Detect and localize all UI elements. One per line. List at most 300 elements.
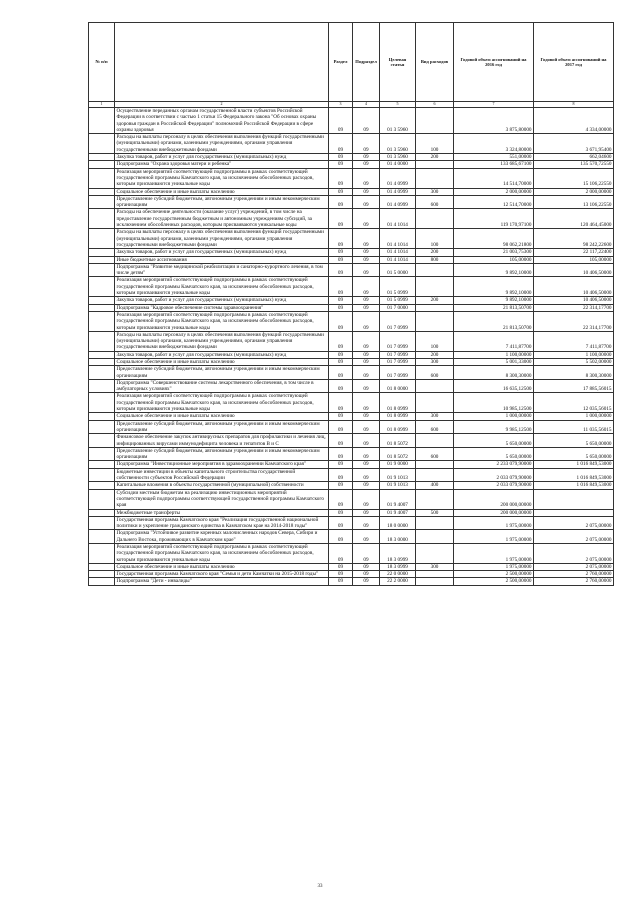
table-row [89, 420, 614, 434]
cell-target: 01 8 0999 [380, 420, 416, 434]
cell-exptype [416, 209, 454, 229]
cell-num [89, 578, 115, 585]
cell-exptype: 800 [416, 256, 454, 263]
cell-2017: 12 035,56015 [534, 393, 614, 413]
cell-num [89, 209, 115, 229]
cell-section: 09 [329, 256, 353, 263]
col-number: 6 [416, 102, 454, 108]
cell-target: 01 4 0999 [380, 195, 416, 209]
cell-2017: 11 035,56015 [534, 420, 614, 434]
table-row [89, 277, 614, 297]
cell-target: 18 3 0000 [380, 530, 416, 544]
cell-exptype: 600 [416, 366, 454, 380]
cell-target: 01 7 0999 [380, 331, 416, 351]
cell-subsection: 09 [353, 277, 380, 297]
cell-name: Реализация мероприятий соответствующей подпрограммы в рамках соответствующей государственной программы Камчатского края, за исключением обособленных расходов, которым присваиваются уникальные коды [115, 544, 329, 564]
cell-target: 01 3 5960 [380, 108, 416, 134]
cell-target: 22 2 0000 [380, 578, 416, 585]
cell-num [89, 468, 115, 482]
table-row [89, 229, 614, 249]
cell-name: Расходы на выплаты персоналу в целях обеспечения выполнения функций государственными (муниципальными) органами, казенными учреждениями, органами управления государственными внебюджетными фондами [115, 331, 329, 351]
cell-2017: 135 570,72550 [534, 161, 614, 168]
cell-exptype [416, 571, 454, 578]
cell-num [89, 420, 115, 434]
cell-section: 09 [329, 358, 353, 365]
cell-subsection: 09 [353, 108, 380, 134]
cell-section: 09 [329, 544, 353, 564]
cell-exptype: 200 [416, 297, 454, 304]
cell-2017: 22 314,17700 [534, 311, 614, 331]
cell-2017: 98 242,22600 [534, 229, 614, 249]
cell-section: 09 [329, 168, 353, 188]
header-2016: Годовой объем ассигнований на 2016 год [454, 23, 534, 102]
cell-subsection: 09 [353, 249, 380, 256]
cell-2016: 5 001,33000 [454, 358, 534, 365]
cell-2016: 7 411,87700 [454, 331, 534, 351]
cell-2017: 4 334,00000 [534, 108, 614, 134]
cell-section: 09 [329, 229, 353, 249]
cell-subsection: 09 [353, 516, 380, 530]
cell-exptype [416, 544, 454, 564]
cell-2017: 1 016 849,53000 [534, 482, 614, 489]
cell-subsection: 09 [353, 544, 380, 564]
table-row [89, 393, 614, 413]
table-row [89, 134, 614, 154]
header-section: Раздел [329, 23, 353, 102]
cell-num [89, 161, 115, 168]
cell-name: Подпрограмма "Совершенствование системы лекарственного обеспечения, в том числе в амбулаторных условиях" [115, 379, 329, 393]
cell-2016: 98 062,21800 [454, 229, 534, 249]
cell-num [89, 249, 115, 256]
cell-num [89, 188, 115, 195]
cell-section: 09 [329, 209, 353, 229]
cell-section: 09 [329, 297, 353, 304]
cell-exptype: 200 [416, 154, 454, 161]
cell-2016: 551,00000 [454, 154, 534, 161]
cell-section: 09 [329, 578, 353, 585]
cell-section: 09 [329, 563, 353, 570]
cell-exptype: 400 [416, 482, 454, 489]
cell-num [89, 563, 115, 570]
cell-subsection: 09 [353, 489, 380, 509]
cell-name: Межбюджетные трансферты [115, 509, 329, 516]
cell-name: Реализация мероприятий соответствующей подпрограммы в рамках соответствующей государственной программы Камчатского края, за исключением обособленных расходов, которым присваиваются уникальные коды [115, 168, 329, 188]
cell-section: 09 [329, 154, 353, 161]
cell-section: 09 [329, 351, 353, 358]
cell-2017: 1 016 849,53000 [534, 461, 614, 468]
col-number: 4 [353, 102, 380, 108]
cell-section: 09 [329, 468, 353, 482]
cell-2017: 13 106,22550 [534, 195, 614, 209]
cell-target: 01 5 0999 [380, 297, 416, 304]
cell-target: 01 9 1013 [380, 482, 416, 489]
cell-subsection: 09 [353, 134, 380, 154]
cell-target: 18 0 0000 [380, 516, 416, 530]
cell-subsection: 09 [353, 358, 380, 365]
cell-subsection: 09 [353, 413, 380, 420]
cell-target: 01 4 1014 [380, 256, 416, 263]
cell-section: 09 [329, 571, 353, 578]
cell-target: 01 3 5960 [380, 134, 416, 154]
cell-exptype [416, 161, 454, 168]
table-row [89, 468, 614, 482]
cell-section: 09 [329, 304, 353, 311]
cell-target: 01 8 0000 [380, 379, 416, 393]
cell-2016: 14 514,70000 [454, 168, 534, 188]
table-row [89, 447, 614, 461]
cell-2016: 105,00000 [454, 256, 534, 263]
cell-name: Осуществление переданных органам государственной власти субъектов Российской Федерации в соответствии с частью 1 статьи 15 Федерального закона "Об основах охраны здоровья граждан в Российской Федерации" полномочий Российской Федерации в сфере охраны здоровья [115, 108, 329, 134]
cell-subsection: 09 [353, 168, 380, 188]
cell-num [89, 229, 115, 249]
cell-num [89, 413, 115, 420]
cell-section: 09 [329, 331, 353, 351]
cell-target: 01 8 0999 [380, 413, 416, 420]
cell-name: Расходы на обеспечение деятельности (оказание услуг) учреждений, в том числе на предоставление государственным бюджетным и автономным учреждениям субсидий, за исключением обособленных расходов, которым присваиваются уникальные коды [115, 209, 329, 229]
cell-section: 09 [329, 393, 353, 413]
cell-name: Государственная программа Камчатского края "Реализация государственной национальной политики и укрепление гражданского единства в Камчатском крае на 2014-2018 годы" [115, 516, 329, 530]
cell-exptype: 600 [416, 195, 454, 209]
cell-target: 01 9 4007 [380, 509, 416, 516]
cell-exptype [416, 434, 454, 448]
cell-target: 01 5 0999 [380, 277, 416, 297]
cell-2017: 1 016 849,53000 [534, 468, 614, 482]
table-row [89, 188, 614, 195]
cell-2016: 2 500,00000 [454, 578, 534, 585]
cell-2016: 3 875,80000 [454, 108, 534, 134]
cell-target: 01 3 5960 [380, 154, 416, 161]
table-row [89, 516, 614, 530]
table-row [89, 209, 614, 229]
cell-target: 18 3 0999 [380, 563, 416, 570]
cell-name: Предоставление субсидий бюджетным, автономным учреждениям и иным некоммерческим организациям [115, 195, 329, 209]
cell-2017: 2 075,00000 [534, 544, 614, 564]
cell-name: Подпрограмма "Охрана здоровья матери и ребенка" [115, 161, 329, 168]
cell-2017: 1 000,00000 [534, 413, 614, 420]
cell-exptype: 200 [416, 249, 454, 256]
cell-target: 01 7 0999 [380, 351, 416, 358]
table-row [89, 154, 614, 161]
cell-target: 01 7 0000 [380, 304, 416, 311]
cell-2016: 119 170,97100 [454, 209, 534, 229]
cell-2017: 17 885,56015 [534, 379, 614, 393]
table-row [89, 263, 614, 277]
cell-name: Подпрограмма "Инвестиционные мероприятия в здравоохранении Камчатского края" [115, 461, 329, 468]
cell-section: 09 [329, 249, 353, 256]
cell-name: Реализация мероприятий соответствующей подпрограммы в рамках соответствующей государственной программы Камчатского края, за исключением обособленных расходов, которым присваиваются уникальные коды [115, 277, 329, 297]
col-number: 7 [454, 102, 534, 108]
table-row [89, 168, 614, 188]
cell-2016: 21 003,75300 [454, 249, 534, 256]
cell-num [89, 530, 115, 544]
cell-exptype: 600 [416, 447, 454, 461]
cell-num [89, 366, 115, 380]
cell-2016: 1 975,00000 [454, 544, 534, 564]
cell-2017: 2 075,00000 [534, 530, 614, 544]
cell-name: Социальное обеспечение и иные выплаты населению [115, 188, 329, 195]
cell-name: Расходы на выплаты персоналу в целях обеспечения выполнения функций государственными (муниципальными) органами, казенными учреждениями, органами управления государственными внебюджетными фондами [115, 229, 329, 249]
cell-exptype [416, 461, 454, 468]
cell-2016: 8 300,30000 [454, 366, 534, 380]
cell-name: Подпрограмма "Развитие медицинской реабилитации и санаторно-курортного лечения, в том числе детям" [115, 263, 329, 277]
cell-name: Закупка товаров, работ и услуг для государственных (муниципальных) нужд [115, 154, 329, 161]
cell-name: Закупка товаров, работ и услуг для государственных (муниципальных) нужд [115, 351, 329, 358]
cell-exptype [416, 468, 454, 482]
cell-section: 09 [329, 461, 353, 468]
cell-subsection: 09 [353, 256, 380, 263]
cell-exptype: 500 [416, 509, 454, 516]
cell-2017: 120 464,45000 [534, 209, 614, 229]
cell-target: 01 7 0999 [380, 311, 416, 331]
cell-section: 09 [329, 108, 353, 134]
cell-2016: 5 650,00000 [454, 447, 534, 461]
budget-table [88, 22, 614, 586]
cell-name: Подпрограмма "Дети - инвалиды" [115, 578, 329, 585]
col-number: 3 [329, 102, 353, 108]
cell-num [89, 304, 115, 311]
cell-name: Субсидии местным бюджетам на реализацию инвестиционных мероприятий соответствующей подпрограммы соответствующей государственной программы Камчатского края [115, 489, 329, 509]
cell-target: 22 0 0000 [380, 571, 416, 578]
cell-2017: 15 106,22550 [534, 168, 614, 188]
cell-subsection: 09 [353, 379, 380, 393]
cell-2016: 21 813,50700 [454, 311, 534, 331]
cell-subsection: 09 [353, 434, 380, 448]
cell-2016: 10 985,12500 [454, 393, 534, 413]
cell-section: 09 [329, 420, 353, 434]
cell-exptype: 100 [416, 229, 454, 249]
cell-exptype [416, 108, 454, 134]
table-row [89, 413, 614, 420]
table-row [89, 571, 614, 578]
cell-2017: 7 411,87700 [534, 331, 614, 351]
cell-subsection: 09 [353, 447, 380, 461]
cell-exptype: 300 [416, 563, 454, 570]
header-subsection: Подраздел [353, 23, 380, 102]
table-row [89, 509, 614, 516]
cell-section: 09 [329, 366, 353, 380]
header-2017: Годовой объем ассигнований на 2017 год [534, 23, 614, 102]
table-row [89, 358, 614, 365]
cell-exptype [416, 489, 454, 509]
cell-exptype [416, 277, 454, 297]
cell-2017: 5 650,00000 [534, 447, 614, 461]
cell-exptype: 100 [416, 331, 454, 351]
cell-name: Расходы на выплаты персоналу в целях обеспечения выполнения функций государственными (муниципальными) органами, казенными учреждениями, органами управления государственными внебюджетными фондами [115, 134, 329, 154]
table-row [89, 482, 614, 489]
header-target: Целевая статья [380, 23, 416, 102]
cell-2016: 1 000,00000 [454, 413, 534, 420]
cell-target: 01 9 1013 [380, 468, 416, 482]
cell-num [89, 256, 115, 263]
table-row [89, 544, 614, 564]
cell-2017: 10 406,50000 [534, 277, 614, 297]
cell-section: 09 [329, 195, 353, 209]
cell-target: 18 3 0999 [380, 544, 416, 564]
cell-target: 01 9 4007 [380, 489, 416, 509]
cell-exptype [416, 578, 454, 585]
cell-num [89, 351, 115, 358]
cell-2016: 2 033 079,90000 [454, 468, 534, 482]
cell-section: 09 [329, 311, 353, 331]
table-row [89, 311, 614, 331]
cell-exptype [416, 379, 454, 393]
cell-name: Капитальные вложения в объекты государственной (муниципальной) собственности [115, 482, 329, 489]
cell-num [89, 297, 115, 304]
cell-name: Реализация мероприятий соответствующей подпрограммы в рамках соответствующей государственной программы Камчатского края, за исключением обособленных расходов, которым присваиваются уникальные коды [115, 311, 329, 331]
cell-name: Иные бюджетные ассигнования [115, 256, 329, 263]
cell-2016: 1 975,00000 [454, 530, 534, 544]
cell-num [89, 461, 115, 468]
cell-target: 01 9 0000 [380, 461, 416, 468]
cell-target: 01 5 0000 [380, 263, 416, 277]
cell-2016: 2 033 079,90000 [454, 482, 534, 489]
cell-section: 09 [329, 263, 353, 277]
cell-2017: 662,04600 [534, 154, 614, 161]
cell-2017: 22 117,22400 [534, 249, 614, 256]
table-row [89, 108, 614, 134]
cell-2016: 9 892,10000 [454, 297, 534, 304]
cell-subsection: 09 [353, 578, 380, 585]
cell-subsection: 09 [353, 468, 380, 482]
cell-subsection: 09 [353, 304, 380, 311]
cell-target: 01 4 1014 [380, 249, 416, 256]
cell-num [89, 134, 115, 154]
cell-target: 01 7 0999 [380, 358, 416, 365]
cell-num [89, 393, 115, 413]
cell-name: Предоставление субсидий бюджетным, автономным учреждениям и иным некоммерческим организациям [115, 366, 329, 380]
cell-num [89, 277, 115, 297]
cell-2016: 5 650,00000 [454, 434, 534, 448]
cell-exptype: 100 [416, 134, 454, 154]
table-row [89, 379, 614, 393]
cell-exptype [416, 263, 454, 277]
cell-subsection: 09 [353, 461, 380, 468]
cell-subsection: 09 [353, 331, 380, 351]
cell-section: 09 [329, 447, 353, 461]
col-number: 5 [380, 102, 416, 108]
cell-name: Социальное обеспечение и иные выплаты населению [115, 563, 329, 570]
cell-exptype: 200 [416, 351, 454, 358]
cell-section: 09 [329, 516, 353, 530]
cell-target: 01 4 0000 [380, 161, 416, 168]
table-row [89, 563, 614, 570]
cell-subsection: 09 [353, 161, 380, 168]
cell-subsection: 09 [353, 195, 380, 209]
cell-exptype [416, 168, 454, 188]
cell-num [89, 358, 115, 365]
col-number: 1 [89, 102, 115, 108]
table-row [89, 249, 614, 256]
table-row [89, 161, 614, 168]
cell-2017: 5 502,00000 [534, 358, 614, 365]
cell-2017: 2 075,00000 [534, 516, 614, 530]
cell-section: 09 [329, 134, 353, 154]
cell-subsection: 09 [353, 571, 380, 578]
cell-name: Подпрограмма "Устойчивое развитие коренных малочисленных народов Севера, Сибири и Дальнего Востока, проживающих в Камчатском крае" [115, 530, 329, 544]
cell-num [89, 509, 115, 516]
cell-subsection: 09 [353, 366, 380, 380]
cell-exptype: 600 [416, 420, 454, 434]
table-row [89, 434, 614, 448]
cell-target: 01 4 1014 [380, 209, 416, 229]
cell-2017: 2 000,00000 [534, 188, 614, 195]
cell-subsection: 09 [353, 351, 380, 358]
cell-num [89, 108, 115, 134]
table-row [89, 578, 614, 585]
cell-2017: 2 760,00000 [534, 578, 614, 585]
cell-exptype [416, 304, 454, 311]
header-num: № п/п [89, 23, 115, 102]
cell-2016: 200 000,00000 [454, 509, 534, 516]
cell-name: Предоставление субсидий бюджетным, автономным учреждениям и иным некоммерческим организациям [115, 420, 329, 434]
cell-2016: 16 635,12500 [454, 379, 534, 393]
page-number: 33 [317, 884, 323, 889]
cell-target: 01 8 5072 [380, 434, 416, 448]
cell-subsection: 09 [353, 420, 380, 434]
cell-2017: 105,00000 [534, 256, 614, 263]
table-row [89, 256, 614, 263]
cell-2017: 1 100,00000 [534, 351, 614, 358]
cell-2016: 9 892,10000 [454, 263, 534, 277]
cell-exptype [416, 530, 454, 544]
cell-name: Бюджетные инвестиции в объекты капитального строительства государственной собственности субъектов Российской Федерации [115, 468, 329, 482]
cell-name: Государственная программа Камчатского края "Семья и дети Камчатки на 2015-2018 годы" [115, 571, 329, 578]
cell-name: Реализация мероприятий соответствующей подпрограммы в рамках соответствующей государственной программы Камчатского края, за исключением обособленных расходов, которым присваиваются уникальные коды [115, 393, 329, 413]
cell-name: Предоставление субсидий бюджетным, автономным учреждениям и иным некоммерческим организациям [115, 447, 329, 461]
cell-num [89, 263, 115, 277]
cell-exptype [416, 393, 454, 413]
cell-section: 09 [329, 530, 353, 544]
table-body [89, 108, 614, 586]
header-name [115, 23, 329, 102]
cell-num [89, 489, 115, 509]
cell-section: 09 [329, 413, 353, 420]
cell-2016: 2 500,00000 [454, 571, 534, 578]
cell-target: 01 4 0999 [380, 168, 416, 188]
cell-subsection: 09 [353, 209, 380, 229]
cell-subsection: 09 [353, 311, 380, 331]
cell-subsection: 09 [353, 509, 380, 516]
cell-exptype: 300 [416, 358, 454, 365]
cell-name: Закупка товаров, работ и услуг для государственных (муниципальных) нужд [115, 249, 329, 256]
cell-exptype [416, 516, 454, 530]
col-number: 8 [534, 102, 614, 108]
cell-2017: 22 314,17700 [534, 304, 614, 311]
cell-subsection: 09 [353, 563, 380, 570]
cell-2016: 12 514,70000 [454, 195, 534, 209]
cell-2016: 1 975,00000 [454, 516, 534, 530]
cell-num [89, 516, 115, 530]
cell-name: Социальное обеспечение и иные выплаты населению [115, 358, 329, 365]
cell-num [89, 311, 115, 331]
cell-2016: 3 324,80000 [454, 134, 534, 154]
cell-num [89, 447, 115, 461]
cell-name: Подпрограмма "Кадровое обеспечение системы здравоохранения" [115, 304, 329, 311]
table-row [89, 297, 614, 304]
cell-exptype: 300 [416, 188, 454, 195]
cell-num [89, 195, 115, 209]
table-row [89, 366, 614, 380]
cell-subsection: 09 [353, 229, 380, 249]
cell-section: 09 [329, 277, 353, 297]
cell-num [89, 379, 115, 393]
cell-subsection: 09 [353, 393, 380, 413]
cell-num [89, 482, 115, 489]
cell-num [89, 434, 115, 448]
table-header [89, 23, 614, 108]
cell-name: Закупка товаров, работ и услуг для государственных (муниципальных) нужд [115, 297, 329, 304]
cell-subsection: 09 [353, 482, 380, 489]
